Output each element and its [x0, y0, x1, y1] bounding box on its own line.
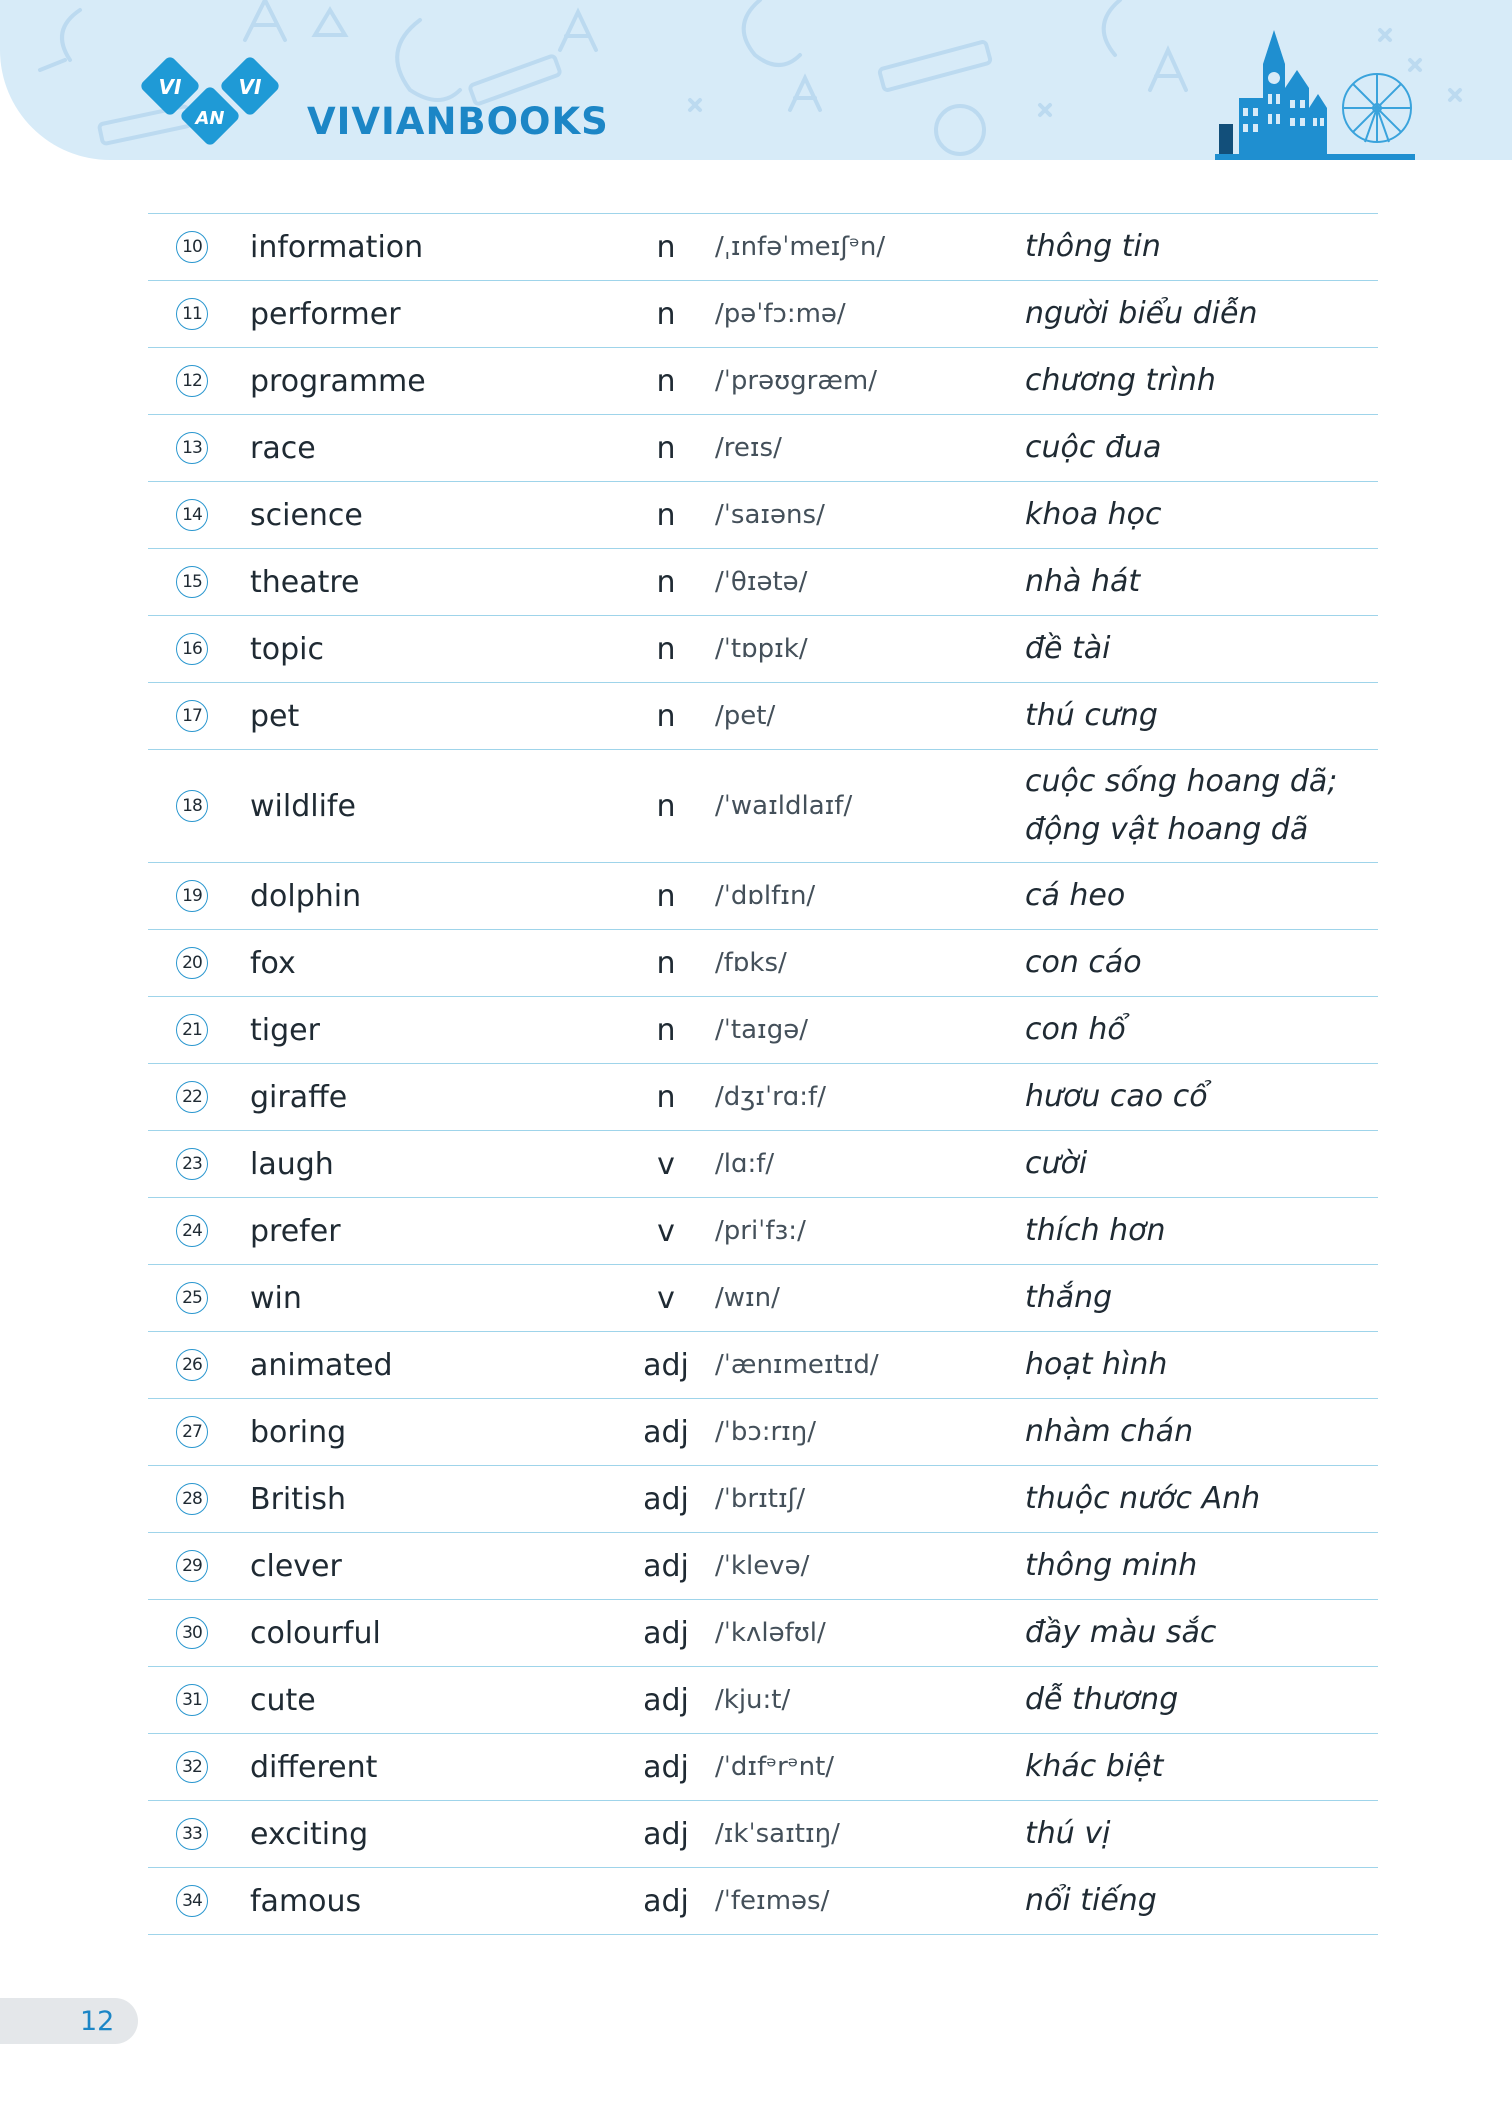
phonetic-transcription: /ˈklevə/	[715, 1551, 810, 1581]
meaning-line: hoạt hình	[1025, 1347, 1168, 1382]
vocab-word: race	[250, 430, 316, 466]
vietnamese-meaning	[1025, 1006, 1375, 1054]
item-number-badge: 34	[176, 1885, 208, 1917]
meaning-line: hươu cao cổ	[1025, 1079, 1208, 1114]
phonetic-transcription: /ˌɪnfəˈmeɪʃᵊn/	[715, 232, 886, 262]
meaning-line: đề tài	[1025, 631, 1111, 666]
meaning-line: khác biệt	[1025, 1749, 1164, 1784]
meaning-line: con cáo	[1025, 945, 1142, 980]
vocab-word: clever	[250, 1548, 342, 1584]
item-number-badge: 20	[176, 947, 208, 979]
part-of-speech: adj	[643, 1883, 689, 1919]
vocab-row	[148, 213, 1378, 280]
vietnamese-meaning	[1025, 1676, 1375, 1724]
vocab-row	[148, 1867, 1378, 1935]
part-of-speech: adj	[643, 1414, 689, 1450]
item-number-badge: 26	[176, 1349, 208, 1381]
svg-text:VI: VI	[158, 75, 182, 99]
item-number-badge: 13	[176, 432, 208, 464]
vocab-word: exciting	[250, 1816, 369, 1852]
phonetic-transcription: /ˈprəʊgræm/	[715, 366, 877, 396]
vietnamese-meaning	[1025, 1743, 1375, 1791]
phonetic-transcription: /lɑ:f/	[715, 1149, 775, 1179]
part-of-speech: n	[656, 1079, 676, 1115]
vocab-row	[148, 1130, 1378, 1197]
part-of-speech: v	[657, 1280, 675, 1316]
vocab-word: prefer	[250, 1213, 341, 1249]
phonetic-transcription: /ˈfeɪməs/	[715, 1886, 830, 1916]
vocab-word: dolphin	[250, 878, 362, 914]
phonetic-transcription: /ˈdɪfᵊrᵊnt/	[715, 1752, 835, 1782]
part-of-speech: adj	[643, 1749, 689, 1785]
vocab-row	[148, 682, 1378, 749]
vocab-word: tiger	[250, 1012, 320, 1048]
phonetic-transcription: /ˈkʌləfʊl/	[715, 1618, 826, 1648]
vietnamese-meaning	[1025, 424, 1375, 472]
vocab-row	[148, 548, 1378, 615]
vocab-word: fox	[250, 945, 296, 981]
meaning-line: thông tin	[1025, 229, 1161, 264]
vocab-row	[148, 1532, 1378, 1599]
part-of-speech: n	[656, 296, 676, 332]
phonetic-transcription: /ˈdɒlfɪn/	[715, 881, 816, 911]
phonetic-transcription: /ˈbrɪtɪʃ/	[715, 1484, 806, 1514]
part-of-speech: n	[656, 631, 676, 667]
vietnamese-meaning	[1025, 491, 1375, 539]
item-number-badge: 15	[176, 566, 208, 598]
item-number-badge: 30	[176, 1617, 208, 1649]
vocab-word: win	[250, 1280, 302, 1316]
meaning-line: đầy màu sắc	[1025, 1615, 1217, 1650]
item-number-badge: 24	[176, 1215, 208, 1247]
vocab-row	[148, 1733, 1378, 1800]
item-number-badge: 27	[176, 1416, 208, 1448]
phonetic-transcription: /priˈfɜ:/	[715, 1216, 806, 1246]
meaning-line: nhàm chán	[1025, 1414, 1194, 1449]
meaning-line: nhà hát	[1025, 564, 1141, 599]
brand-name: VIVIANBOOKS	[307, 100, 609, 143]
vietnamese-meaning	[1025, 625, 1375, 673]
meaning-line: con hổ	[1025, 1012, 1126, 1047]
item-number-badge: 29	[176, 1550, 208, 1582]
item-number-badge: 19	[176, 880, 208, 912]
phonetic-transcription: /ˈwaɪldlaɪf/	[715, 791, 853, 821]
vocab-row	[148, 280, 1378, 347]
part-of-speech: adj	[643, 1615, 689, 1651]
item-number-badge: 32	[176, 1751, 208, 1783]
vocab-word: performer	[250, 296, 401, 332]
part-of-speech: adj	[643, 1816, 689, 1852]
vocab-word: laugh	[250, 1146, 334, 1182]
vietnamese-meaning	[1025, 223, 1375, 271]
meaning-line: dễ thương	[1025, 1682, 1179, 1717]
vocab-word: pet	[250, 698, 300, 734]
meaning-line: người biểu diễn	[1025, 296, 1258, 331]
part-of-speech: n	[656, 430, 676, 466]
part-of-speech: n	[656, 698, 676, 734]
phonetic-transcription: /ˈbɔ:rɪŋ/	[715, 1417, 817, 1447]
vocab-word: wildlife	[250, 788, 356, 824]
vocab-row	[148, 414, 1378, 481]
item-number-badge: 31	[176, 1684, 208, 1716]
part-of-speech: n	[656, 564, 676, 600]
phonetic-transcription: /ˈtɒpɪk/	[715, 634, 808, 664]
page-number: 12	[80, 2006, 115, 2037]
vocab-row	[148, 615, 1378, 682]
vocab-row	[148, 1331, 1378, 1398]
vocab-word: science	[250, 497, 363, 533]
part-of-speech: adj	[643, 1548, 689, 1584]
vietnamese-meaning	[1025, 1341, 1375, 1389]
item-number-badge: 16	[176, 633, 208, 665]
vietnamese-meaning	[1025, 357, 1375, 405]
vocab-row	[148, 1197, 1378, 1264]
vocab-word: programme	[250, 363, 426, 399]
item-number-badge: 33	[176, 1818, 208, 1850]
vietnamese-meaning	[1025, 692, 1375, 740]
vietnamese-meaning	[1025, 939, 1375, 987]
meaning-line: động vật hoang dã	[1025, 812, 1309, 847]
vocab-word: different	[250, 1749, 378, 1785]
page-header	[0, 0, 1512, 160]
vocab-row	[148, 1063, 1378, 1130]
meaning-line: cuộc sống hoang dã;	[1025, 764, 1338, 799]
meaning-line: thú vị	[1025, 1816, 1111, 1851]
vocab-word: animated	[250, 1347, 393, 1383]
item-number-badge: 10	[176, 231, 208, 263]
item-number-badge: 25	[176, 1282, 208, 1314]
meaning-line: thắng	[1025, 1280, 1113, 1315]
part-of-speech: v	[657, 1146, 675, 1182]
meaning-line: thông minh	[1025, 1548, 1198, 1583]
meaning-line: cười	[1025, 1146, 1088, 1181]
phonetic-transcription: /ˈθɪətə/	[715, 567, 808, 597]
vocab-word: theatre	[250, 564, 360, 600]
part-of-speech: adj	[643, 1481, 689, 1517]
vocabulary-list	[148, 213, 1378, 1935]
part-of-speech: n	[656, 497, 676, 533]
vocab-word: colourful	[250, 1615, 381, 1651]
vocab-word: boring	[250, 1414, 347, 1450]
vocab-row	[148, 347, 1378, 414]
part-of-speech: n	[656, 1012, 676, 1048]
vietnamese-meaning	[1025, 1475, 1375, 1523]
vietnamese-meaning	[1025, 1609, 1375, 1657]
vocab-word: topic	[250, 631, 324, 667]
vocab-row	[148, 862, 1378, 929]
phonetic-transcription: /ˈænɪmeɪtɪd/	[715, 1350, 879, 1380]
vietnamese-meaning	[1025, 1810, 1375, 1858]
vietnamese-meaning	[1025, 758, 1375, 854]
part-of-speech: n	[656, 945, 676, 981]
vietnamese-meaning	[1025, 1877, 1375, 1925]
item-number-badge: 11	[176, 298, 208, 330]
vocab-word: famous	[250, 1883, 362, 1919]
vocab-row	[148, 996, 1378, 1063]
vietnamese-meaning	[1025, 1274, 1375, 1322]
vietnamese-meaning	[1025, 1073, 1375, 1121]
meaning-line: chương trình	[1025, 363, 1216, 398]
phonetic-transcription: /ɪkˈsaɪtɪŋ/	[715, 1819, 840, 1849]
london-skyline-icon	[1215, 28, 1415, 160]
item-number-badge: 17	[176, 700, 208, 732]
part-of-speech: adj	[643, 1682, 689, 1718]
vietnamese-meaning	[1025, 1542, 1375, 1590]
svg-text:VI: VI	[238, 75, 262, 99]
item-number-badge: 23	[176, 1148, 208, 1180]
phonetic-transcription: /wɪn/	[715, 1283, 780, 1313]
meaning-line: thích hơn	[1025, 1213, 1166, 1248]
meaning-line: nổi tiếng	[1025, 1883, 1157, 1918]
part-of-speech: n	[656, 229, 676, 265]
vietnamese-meaning	[1025, 872, 1375, 920]
vocab-row	[148, 1599, 1378, 1666]
svg-text:AN: AN	[195, 108, 225, 129]
phonetic-transcription: /ˈsaɪəns/	[715, 500, 825, 530]
vocab-word: information	[250, 229, 424, 265]
item-number-badge: 22	[176, 1081, 208, 1113]
item-number-badge: 28	[176, 1483, 208, 1515]
meaning-line: cá heo	[1025, 878, 1126, 913]
vietnamese-meaning	[1025, 1408, 1375, 1456]
vietnamese-meaning	[1025, 1140, 1375, 1188]
vivianbooks-logo	[140, 50, 290, 160]
vietnamese-meaning	[1025, 558, 1375, 606]
phonetic-transcription: /reɪs/	[715, 433, 782, 463]
vocab-row	[148, 1666, 1378, 1733]
page-number-tab	[0, 1998, 138, 2044]
part-of-speech: n	[656, 363, 676, 399]
meaning-line: thuộc nước Anh	[1025, 1481, 1261, 1516]
vocab-row	[148, 1465, 1378, 1532]
vocab-word: cute	[250, 1682, 316, 1718]
item-number-badge: 18	[176, 790, 208, 822]
item-number-badge: 21	[176, 1014, 208, 1046]
item-number-badge: 12	[176, 365, 208, 397]
meaning-line: cuộc đua	[1025, 430, 1162, 465]
vocab-row	[148, 1800, 1378, 1867]
vocab-row	[148, 1264, 1378, 1331]
phonetic-transcription: /pet/	[715, 701, 776, 731]
vietnamese-meaning	[1025, 1207, 1375, 1255]
vocab-row	[148, 481, 1378, 548]
phonetic-transcription: /kju:t/	[715, 1685, 791, 1715]
part-of-speech: n	[656, 788, 676, 824]
vocab-row	[148, 1398, 1378, 1465]
vocab-word: British	[250, 1481, 346, 1517]
phonetic-transcription: /ˈtaɪgə/	[715, 1015, 808, 1045]
phonetic-transcription: /fɒks/	[715, 948, 787, 978]
meaning-line: thú cưng	[1025, 698, 1158, 733]
phonetic-transcription: /pəˈfɔ:mə/	[715, 299, 846, 329]
part-of-speech: n	[656, 878, 676, 914]
phonetic-transcription: /dʒɪˈrɑ:f/	[715, 1082, 826, 1112]
item-number-badge: 14	[176, 499, 208, 531]
vietnamese-meaning	[1025, 290, 1375, 338]
vocab-row	[148, 749, 1378, 862]
part-of-speech: v	[657, 1213, 675, 1249]
part-of-speech: adj	[643, 1347, 689, 1383]
vocab-word: giraffe	[250, 1079, 348, 1115]
meaning-line: khoa học	[1025, 497, 1162, 532]
vocab-row	[148, 929, 1378, 996]
